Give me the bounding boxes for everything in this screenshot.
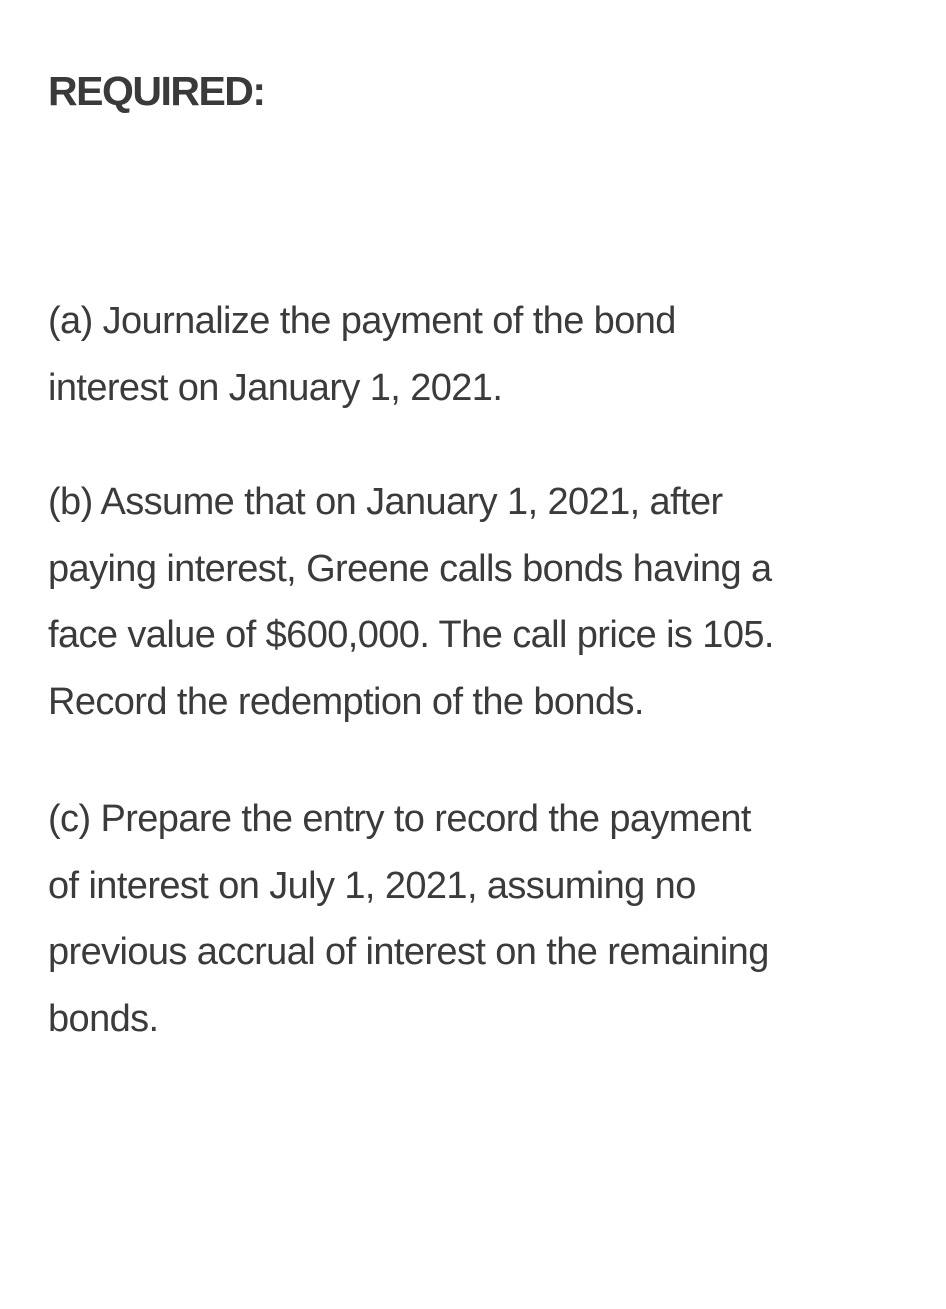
requirement-b-line: (b) Assume that on January 1, 2021, after (48, 481, 723, 523)
requirement-b-line: paying interest, Greene calls bonds having a (48, 547, 772, 590)
requirement-b-line: face value of $600,000. The call price is 105. (48, 614, 774, 656)
requirement-c-line: (c) Prepare the entry to record the payment (48, 798, 751, 840)
requirement-a-line: interest on January 1, 2021. (48, 366, 503, 409)
requirement-c-line: previous accrual of interest on the remaining (48, 931, 769, 973)
requirement-c (48, 786, 928, 1052)
requirement-c-line: bonds. (48, 997, 159, 1040)
required-heading: REQUIRED: (48, 68, 265, 114)
requirement-a (48, 288, 928, 421)
requirement-b-line: Record the redemption of the bonds. (48, 680, 644, 723)
requirement-b (48, 469, 928, 735)
requirement-a-line: (a) Journalize the payment of the bond (48, 300, 676, 342)
requirement-c-line: of interest on July 1, 2021, assuming no (48, 864, 696, 907)
